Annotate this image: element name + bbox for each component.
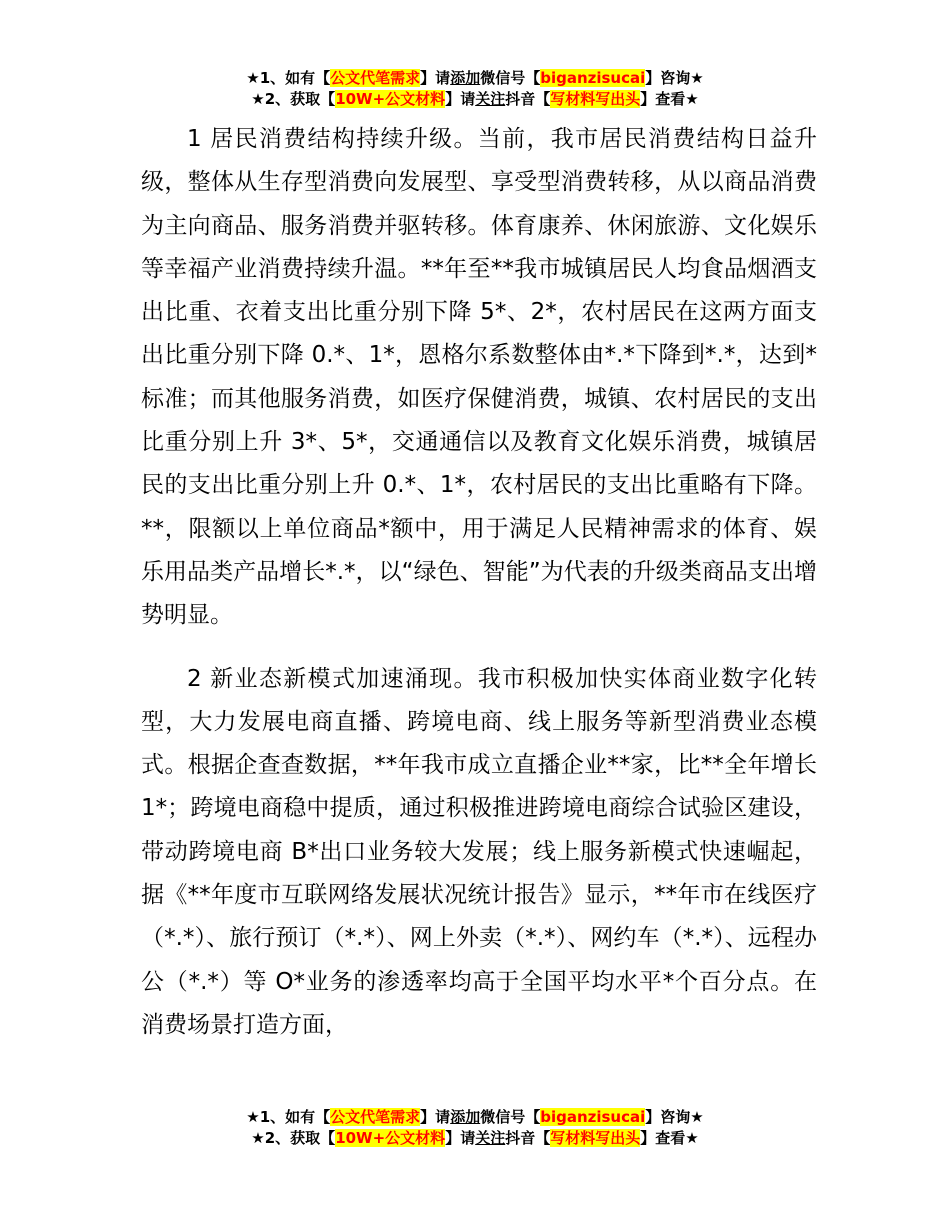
footer-line-2-emphasis: 关注 xyxy=(475,1129,506,1147)
footer-line-1-emphasis: 添加 xyxy=(450,1108,481,1126)
header-banner xyxy=(0,68,950,110)
banner-line-1-emphasis: 添加 xyxy=(450,69,481,87)
footer-line-1 xyxy=(0,1107,950,1128)
footer-line-2-suffix: 】查看★ xyxy=(640,1129,699,1147)
banner-line-1-mid2: 微信号【 xyxy=(480,69,541,87)
footer-line-1-mid2: 微信号【 xyxy=(480,1108,541,1126)
footer-banner xyxy=(0,1107,950,1149)
document-body xyxy=(141,118,817,1047)
footer-line-1-mid: 】请 xyxy=(420,1108,451,1126)
footer-line-1-highlight-service: 公文代笔需求 xyxy=(330,1108,421,1126)
banner-line-2-highlight-materials: 10W+公文材料 xyxy=(335,90,446,108)
banner-line-2-suffix: 】查看★ xyxy=(640,90,699,108)
footer-line-2-mid: 】请 xyxy=(445,1129,476,1147)
banner-line-2-emphasis: 关注 xyxy=(475,90,506,108)
paragraph-new-business-models: 2 新业态新模式加速涌现。我市积极加快实体商业数字化转型，大力发展电商直播、跨境电商、线上服务等新型消费业态模式。根据企查查数据，**年我市成立直播企业**家，比**全年增长 1*；跨境电商稳中提质，通过积极推进跨境电商综合试验区建设，带动跨境电商 B*出口业务较大发展；线上服务新模式快速崛起，据《**年度市互联网络发展状况统计报告》显示，**年市在线医疗（*.*）、旅行预订（*.*）、网上外卖（*.*）、网约车（*.*）、远程办公（*.*）等 O*业务的渗透率均高于全国平均水平*个百分点。在消费场景打造方面， xyxy=(141,665,817,1038)
footer-line-2-prefix: ★2、获取【 xyxy=(251,1129,336,1147)
paragraph-consumption-structure: 1 居民消费结构持续升级。当前，我市居民消费结构日益升级，整体从生存型消费向发展型、享受型消费转移，从以商品消费为主向商品、服务消费并驱转移。体育康养、休闲旅游、文化娱乐等幸福产业消费持续升温。**年至**我市城镇居民人均食品烟酒支出比重、衣着支出比重分别下降 5*、2*，农村居民在这两方面支出比重分别下降 0.*、1*，恩格尔系数整体由*.*下降到*.*，达到*标准；而其他服务消费，如医疗保健消费，城镇、农村居民的支出比重分别上升 3*、5*，交通通信以及教育文化娱乐消费，城镇居民的支出比重分别上升 0.*、1*，农村居民的支出比重略有下降。**，限额以上单位商品*额中，用于满足人民精神需求的体育、娱乐用品类产品增长*.*，以“绿色、智能”为代表的升级类商品支出增势明显。 xyxy=(141,126,817,629)
banner-line-2-prefix: ★2、获取【 xyxy=(251,90,336,108)
footer-line-2-mid2: 抖音【 xyxy=(505,1129,551,1147)
footer-line-2 xyxy=(0,1128,950,1149)
banner-line-1-mid: 】请 xyxy=(420,69,451,87)
footer-line-1-prefix: ★1、如有【 xyxy=(246,1108,331,1126)
banner-line-2-highlight-douyin: 写材料写出头 xyxy=(550,90,641,108)
banner-line-1-highlight-service: 公文代笔需求 xyxy=(330,69,421,87)
banner-line-2 xyxy=(0,89,950,110)
banner-line-2-mid2: 抖音【 xyxy=(505,90,551,108)
banner-line-1-suffix: 】咨询★ xyxy=(645,69,704,87)
footer-line-1-suffix: 】咨询★ xyxy=(645,1108,704,1126)
banner-line-1-highlight-wechat: biganzisucai xyxy=(540,69,646,87)
banner-line-1-prefix: ★1、如有【 xyxy=(246,69,331,87)
banner-line-2-mid: 】请 xyxy=(445,90,476,108)
banner-line-1 xyxy=(0,68,950,89)
footer-line-2-highlight-douyin: 写材料写出头 xyxy=(550,1129,641,1147)
footer-line-2-highlight-materials: 10W+公文材料 xyxy=(335,1129,446,1147)
footer-line-1-highlight-wechat: biganzisucai xyxy=(540,1108,646,1126)
